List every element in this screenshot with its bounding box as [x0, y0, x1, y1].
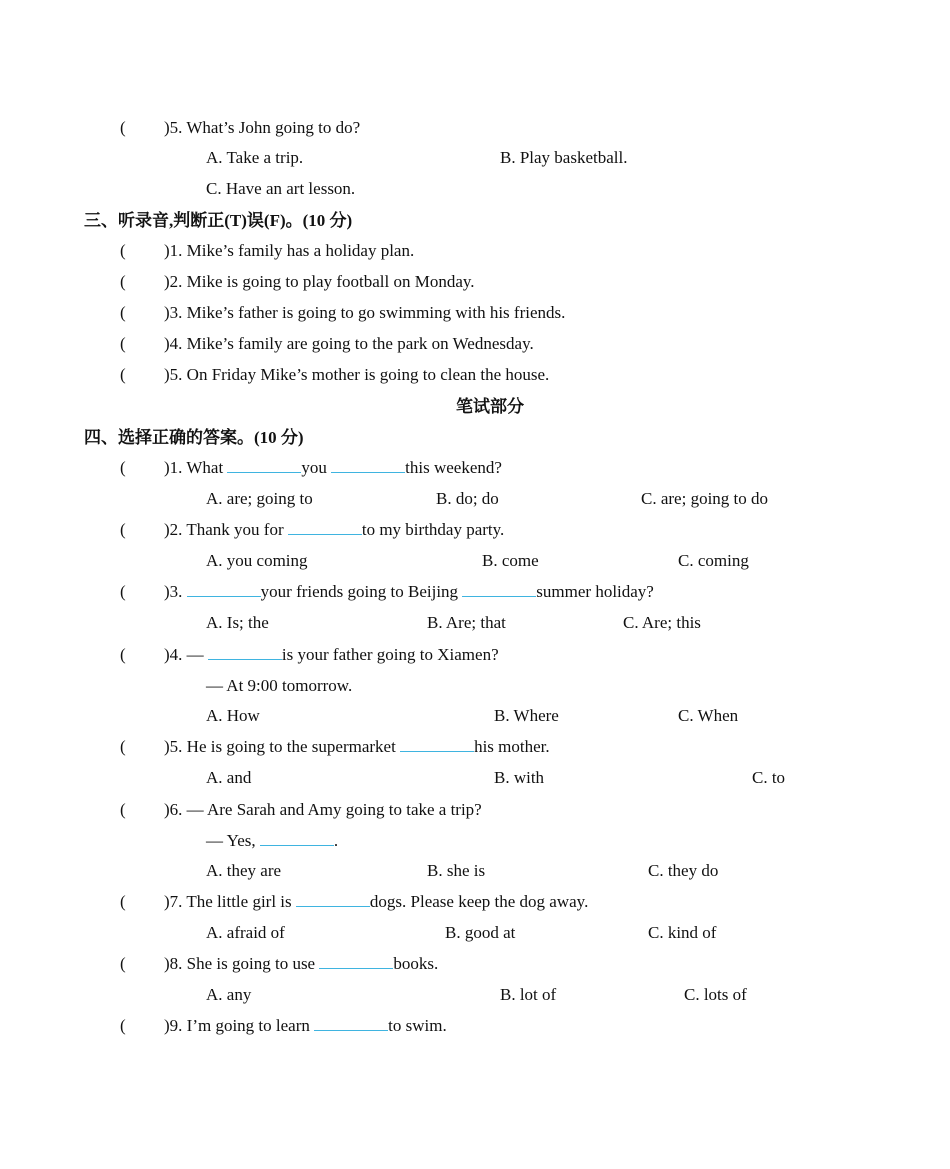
answer-paren: ( [120, 892, 126, 911]
option-c: C. kind of [648, 923, 717, 942]
tf-item-2: )2. Mike is going to play football on Monday. [164, 272, 475, 291]
question-6: )6. — Are Sarah and Amy going to take a trip? [164, 800, 482, 819]
answer-paren: ( [120, 303, 126, 322]
blank-line [187, 582, 261, 597]
option-c: C. to [752, 768, 786, 787]
tf-item-1: )1. Mike’s family has a holiday plan. [164, 241, 415, 260]
question-text: )5. What’s John going to do? [164, 118, 361, 137]
section-3-title: 三、听录音,判断正(T)误(F)。(10 分) [84, 211, 353, 230]
question-4: )4. — is your father going to Xiamen? [164, 645, 499, 664]
blank-line [288, 520, 362, 535]
question-8: )8. She is going to use books. [164, 954, 439, 973]
answer-paren: ( [120, 1016, 126, 1035]
option-b: B. Play basketball. [500, 148, 628, 167]
option-a: A. afraid of [206, 923, 285, 942]
blank-line [296, 892, 370, 907]
option-c: C. When [678, 706, 739, 725]
option-c: C. they do [648, 861, 719, 880]
option-a: A. they are [206, 861, 282, 880]
tf-item-3: )3. Mike’s father is going to go swimming with his friends. [164, 303, 566, 322]
question-5: )5. He is going to the supermarket his mother. [164, 737, 550, 756]
option-b: B. with [494, 768, 545, 787]
option-c: C. lots of [684, 985, 747, 1004]
option-a: A. you coming [206, 551, 308, 570]
answer-paren: ( [120, 645, 126, 664]
option-a: A. How [206, 706, 260, 725]
section-4-title: 四、选择正确的答案。(10 分) [84, 428, 304, 447]
blank-line [314, 1016, 388, 1031]
answer-paren: ( [120, 334, 126, 353]
question-1: )1. What you this weekend? [164, 458, 502, 477]
option-b: B. Where [494, 706, 559, 725]
answer-paren: ( [120, 800, 126, 819]
option-c: C. are; going to do [641, 489, 769, 508]
blank-line [227, 458, 301, 473]
answer-paren: ( [120, 582, 126, 601]
blank-line [260, 831, 334, 846]
question-7: )7. The little girl is dogs. Please keep the dog away. [164, 892, 589, 911]
blank-line [400, 737, 474, 752]
question-3: )3. your friends going to Beijing summer holiday? [164, 582, 654, 601]
option-c: C. coming [678, 551, 749, 570]
blank-line [331, 458, 405, 473]
tf-item-5: )5. On Friday Mike’s mother is going to clean the house. [164, 365, 550, 384]
option-a: A. Take a trip. [206, 148, 304, 167]
option-a: A. any [206, 985, 252, 1004]
answer-paren: ( [120, 272, 126, 291]
option-b: B. good at [445, 923, 516, 942]
written-part-title: 笔试部分 [456, 397, 524, 416]
question-9: )9. I’m going to learn to swim. [164, 1016, 447, 1035]
answer-paren: ( [120, 520, 126, 539]
answer-paren: ( [120, 737, 126, 756]
option-a: A. are; going to [206, 489, 313, 508]
question-2: )2. Thank you for to my birthday party. [164, 520, 505, 539]
answer-paren: ( [120, 365, 126, 384]
option-a: A. Is; the [206, 613, 269, 632]
option-a: A. and [206, 768, 252, 787]
blank-line [208, 645, 282, 660]
tf-item-4: )4. Mike’s family are going to the park on Wednesday. [164, 334, 534, 353]
answer-paren: ( [120, 241, 126, 260]
blank-line [319, 954, 393, 969]
answer-paren: ( [120, 118, 126, 137]
option-b: B. do; do [436, 489, 499, 508]
option-b: B. lot of [500, 985, 557, 1004]
option-c: C. Have an art lesson. [206, 179, 356, 198]
option-b: B. Are; that [427, 613, 506, 632]
option-b: B. come [482, 551, 539, 570]
blank-line [462, 582, 536, 597]
option-b: B. she is [427, 861, 486, 880]
option-c: C. Are; this [623, 613, 701, 632]
question-6-reply: — Yes, . [206, 831, 339, 850]
answer-paren: ( [120, 954, 126, 973]
answer-paren: ( [120, 458, 126, 477]
question-4-reply: — At 9:00 tomorrow. [206, 676, 353, 695]
